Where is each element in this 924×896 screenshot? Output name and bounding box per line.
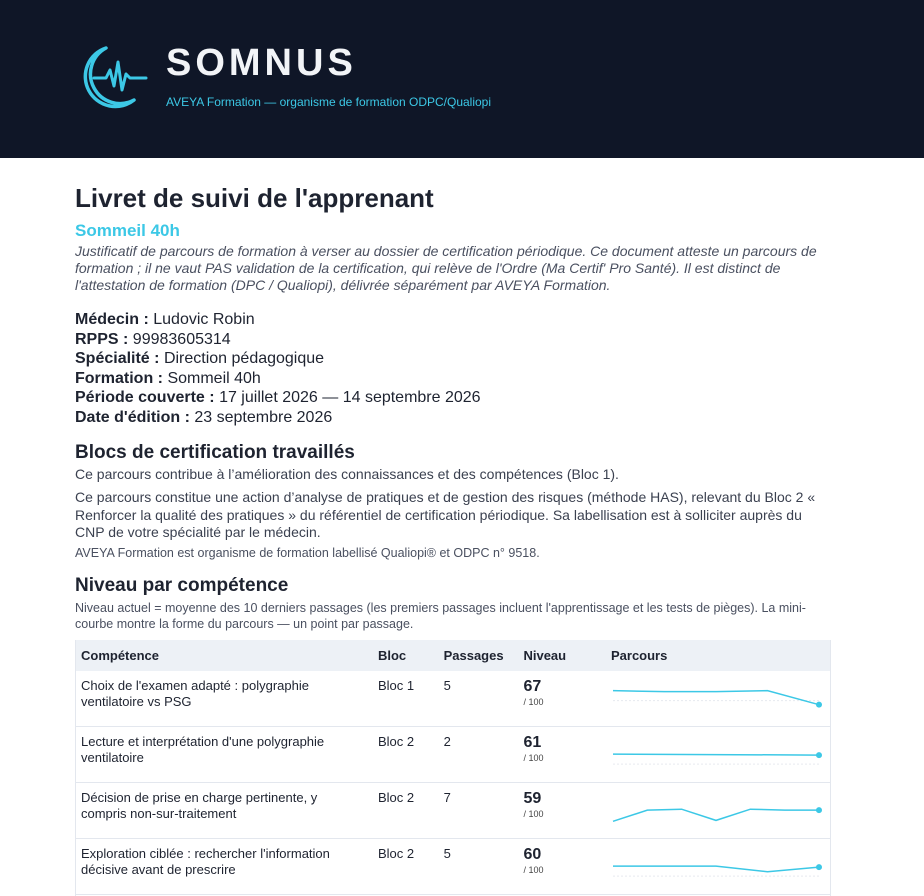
level-value: 61 [523,734,542,751]
blocs-heading: Blocs de certification travaillés [75,442,355,463]
info-specialite: Spécialité : Direction pédagogique [75,350,325,367]
table-row [75,839,831,895]
table-header-row [75,640,831,671]
cell-niveau [517,671,605,727]
sparkline-path [613,754,819,755]
table-row [75,783,831,839]
learner-info [75,310,481,427]
blocs-paragraph-1: Ce parcours contribue à l’amélioration des connaissances et des compétences (Bloc 1). [75,466,619,482]
brand-tagline: AVEYA Formation — organisme de formation ODPC/Qualiopi [166,95,492,109]
level-value: 67 [523,678,542,695]
col-header-niveau: Niveau [523,648,567,663]
col-header-parcours: Parcours [610,648,668,663]
sparkline-last-point [816,807,822,813]
table-row [75,671,831,727]
cell-passages: 5 [438,671,518,727]
brand-name: SOMNUS [166,42,357,84]
cell-parcours [605,727,831,783]
cell-competence: Décision de prise en charge pertinente, y compris non-sur-traitement [75,783,372,839]
document-title: Livret de suivi de l'apprenant [75,183,434,213]
cell-passages: 2 [438,727,518,783]
cell-competence: Lecture et interprétation d'une polygraphie ventilatoire [75,727,372,783]
cell-bloc: Bloc 2 [372,783,438,839]
level-scale: / 100 [523,697,544,707]
info-periode: Période couverte : 17 juillet 2026 — 14 septembre 2026 [75,389,481,406]
moon-heartbeat-icon [72,42,150,114]
info-rpps: RPPS : 99983605314 [75,330,231,348]
competence-table [75,640,831,895]
cell-niveau [517,839,605,895]
sparkline-last-point [816,702,822,708]
level-value: 59 [523,790,542,807]
level-scale: / 100 [523,865,544,875]
cell-bloc: Bloc 2 [372,839,438,895]
sparkline-path [613,866,819,872]
niveau-heading: Niveau par compétence [75,575,289,596]
cell-parcours [605,671,831,727]
sparkline-path [613,691,819,705]
table-row [75,727,831,783]
blocs-paragraph-2: Ce parcours constitue une action d’analyse de pratiques et de gestion des risques (méthode HAS), relevant du Bloc 2 « Renforcer la qualité des pratiques » du référentiel de certification périodique. Sa labellisation est à solliciter auprès du CNP de votre spécialité par le médecin. [75,489,816,540]
cell-niveau [517,783,605,839]
sparkline [611,734,825,774]
cell-parcours [605,839,831,895]
col-header-competence: Compétence [81,648,160,663]
cell-competence: Choix de l'examen adapté : polygraphie ventilatoire vs PSG [75,671,372,727]
document-subtitle: Sommeil 40h [75,221,180,240]
cell-passages: 5 [438,839,518,895]
info-formation: Formation : Sommeil 40h [75,369,261,387]
cell-parcours [605,783,831,839]
info-medecin: Médecin : Ludovic Robin [75,311,255,328]
level-scale: / 100 [523,809,544,819]
niveau-note: Niveau actuel = moyenne des 10 derniers passages (les premiers passages incluent l'apprentissage et les tests de pièges). La mini-courbe montre la forme du parcours — un point par passage. [75,601,806,631]
document-disclaimer: Justificatif de parcours de formation à verser au dossier de certification périodique. Ce document atteste un parcours de formation ; il ne vaut PAS validation de la certification, qui relève de l'Ordre (Ma Certif' Pro Santé). Il est distinct de l'attestation de formation (DPC / Qualiopi), délivrée séparément par AVEYA Formation. [75,243,817,293]
sparkline-path [613,809,819,821]
col-header-bloc: Bloc [377,648,407,663]
cell-bloc: Bloc 1 [372,671,438,727]
blocs-paragraph-3: AVEYA Formation est organisme de formation labellisé Qualiopi® et ODPC n° 9518. [75,546,540,560]
sparkline [611,678,825,718]
sparkline-last-point [816,864,822,870]
level-value: 60 [523,846,542,863]
sparkline [611,846,825,886]
sparkline [611,790,825,830]
cell-passages: 7 [438,783,518,839]
info-edition: Date d'édition : 23 septembre 2026 [75,408,333,426]
level-scale: / 100 [523,753,544,763]
cell-bloc: Bloc 2 [372,727,438,783]
header-banner [0,0,924,158]
cell-niveau [517,727,605,783]
sparkline-last-point [816,752,822,758]
col-header-passages: Passages [443,648,504,663]
cell-competence: Exploration ciblée : rechercher l'information décisive avant de prescrire [75,839,372,895]
